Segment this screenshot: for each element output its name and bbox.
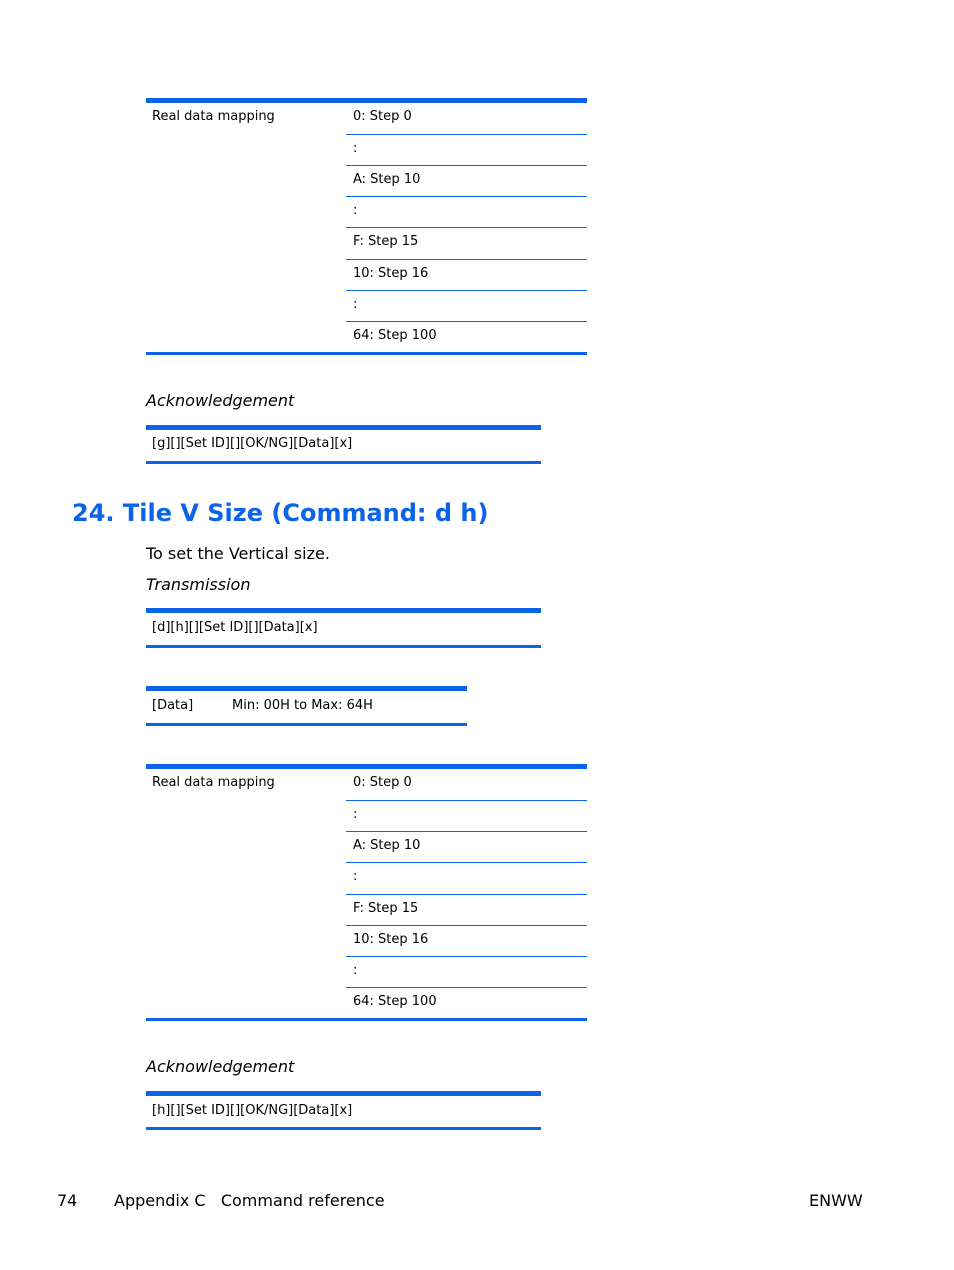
- page-number: 74: [57, 1191, 78, 1210]
- table-bottom-rule: [146, 1018, 587, 1021]
- mapping-value: 0: Step 0: [353, 775, 412, 790]
- table-top-rule: [146, 764, 587, 769]
- mapping-value: A: Step 10: [353, 172, 421, 187]
- mapping-value: :: [353, 963, 358, 978]
- mapping-value: :: [353, 807, 358, 822]
- row-divider: [346, 862, 587, 863]
- mapping-value: 10: Step 16: [353, 932, 429, 947]
- section-description: To set the Vertical size.: [146, 544, 330, 563]
- mapping-value: 64: Step 100: [353, 328, 437, 343]
- ack-command: [h][][Set ID][][OK/NG][Data][x]: [152, 1103, 353, 1118]
- mapping-value: :: [353, 203, 358, 218]
- row-divider: [346, 925, 587, 926]
- data-key: [Data]: [152, 698, 194, 713]
- acknowledgement-heading: Acknowledgement: [146, 1057, 295, 1076]
- table-top-rule: [146, 686, 467, 691]
- row-divider: [346, 956, 587, 957]
- row-divider: [346, 165, 587, 166]
- table-top-rule: [146, 98, 587, 103]
- mapping-value: :: [353, 297, 358, 312]
- table-bottom-rule: [146, 1127, 541, 1130]
- table-top-rule: [146, 608, 541, 613]
- mapping-value: :: [353, 869, 358, 884]
- row-divider: [346, 987, 587, 988]
- mapping-value: F: Step 15: [353, 234, 419, 249]
- row-divider: [346, 894, 587, 895]
- row-divider: [346, 290, 587, 291]
- row-divider: [346, 259, 587, 260]
- footer-section: Appendix C Command reference: [114, 1191, 385, 1210]
- table-bottom-rule: [146, 645, 541, 648]
- row-divider: [346, 134, 587, 135]
- ack-command: [g][][Set ID][][OK/NG][Data][x]: [152, 436, 353, 451]
- mapping-value: :: [353, 141, 358, 156]
- mapping-value: F: Step 15: [353, 901, 419, 916]
- acknowledgement-heading: Acknowledgement: [146, 391, 295, 410]
- row-divider: [346, 831, 587, 832]
- mapping-label: Real data mapping: [152, 775, 275, 790]
- table-bottom-rule: [146, 723, 467, 726]
- mapping-value: A: Step 10: [353, 838, 421, 853]
- table-top-rule: [146, 425, 541, 430]
- footer-enww: ENWW: [809, 1191, 863, 1210]
- transmission-command: [d][h][][Set ID][][Data][x]: [152, 620, 318, 635]
- row-divider: [346, 196, 587, 197]
- data-range-value: Min: 00H to Max: 64H: [232, 698, 373, 713]
- mapping-value: 0: Step 0: [353, 109, 412, 124]
- transmission-heading: Transmission: [146, 575, 251, 594]
- mapping-value: 64: Step 100: [353, 994, 437, 1009]
- row-divider: [346, 227, 587, 228]
- section-title: 24. Tile V Size (Command: d h): [72, 499, 489, 527]
- table-top-rule: [146, 1091, 541, 1096]
- row-divider: [346, 800, 587, 801]
- row-divider: [346, 321, 587, 322]
- mapping-label: Real data mapping: [152, 109, 275, 124]
- mapping-value: 10: Step 16: [353, 266, 429, 281]
- table-bottom-rule: [146, 352, 587, 355]
- table-bottom-rule: [146, 461, 541, 464]
